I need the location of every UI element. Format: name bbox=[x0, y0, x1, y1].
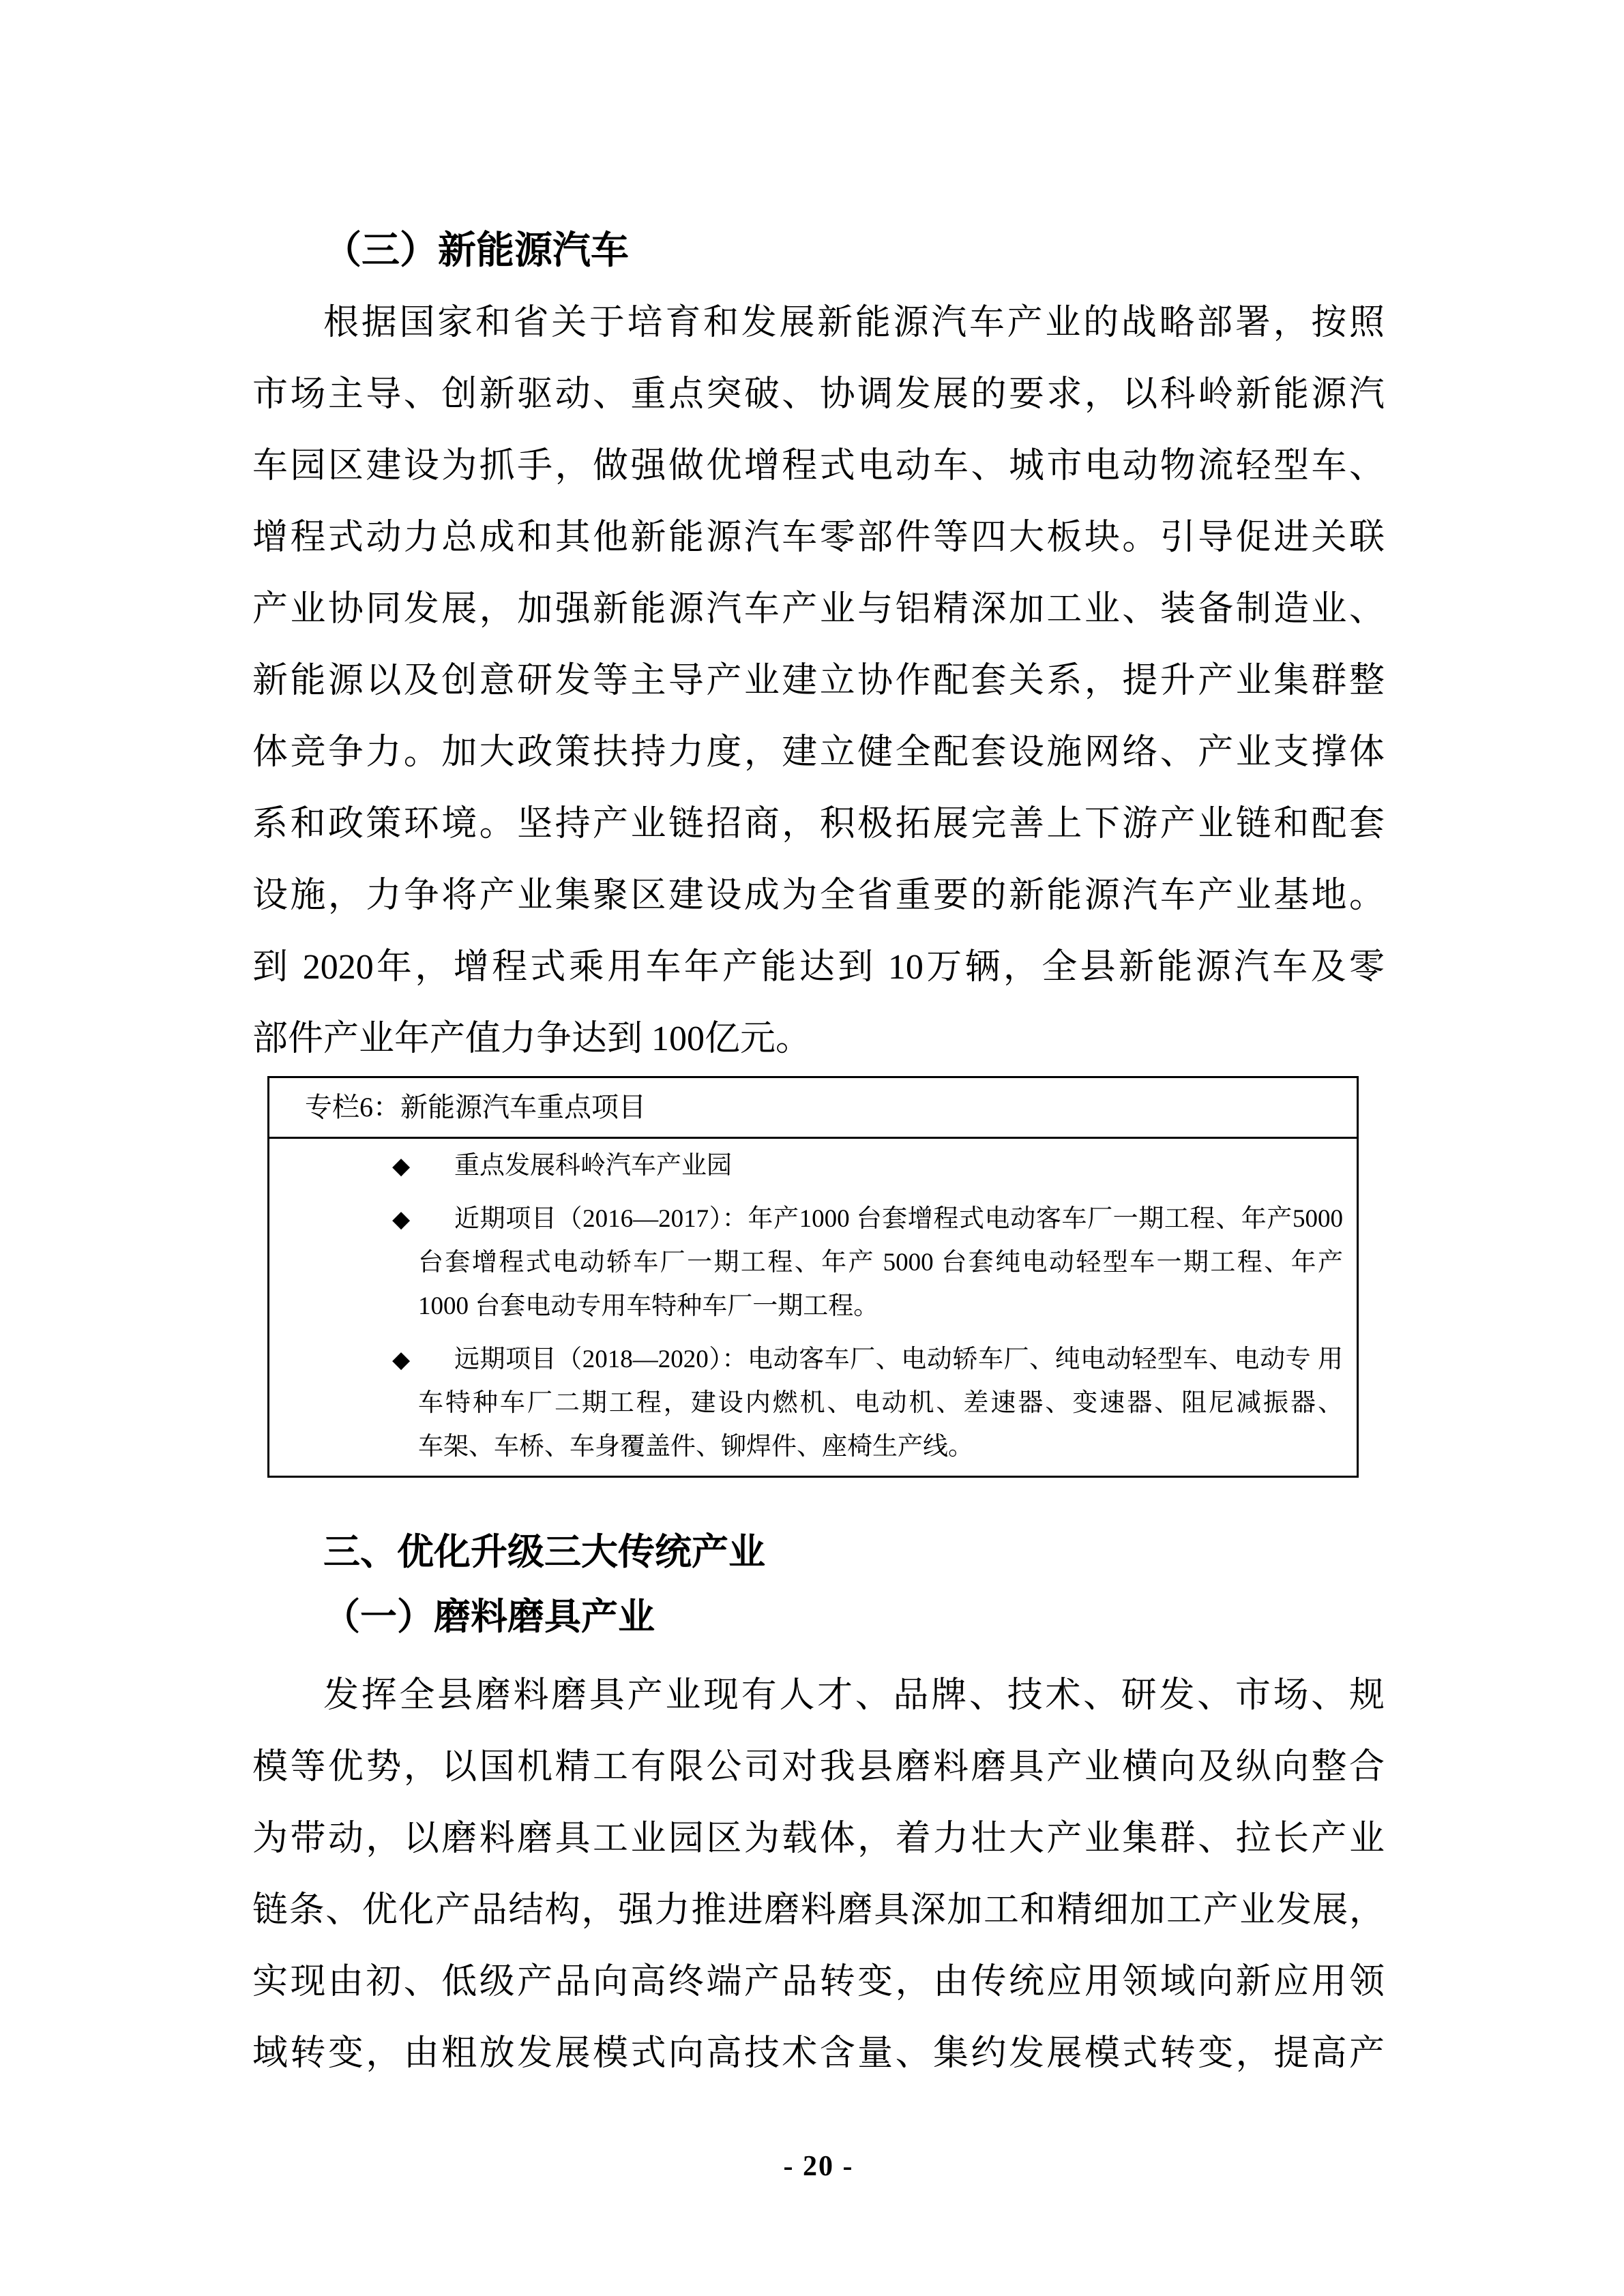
text-line: 车特种车厂二期工程，建设内燃机、电动机、差速器、变速器、阻尼减振器、 bbox=[418, 1389, 1343, 1417]
text-line: 为带动，以磨料磨具工业园区为载体，着力壮大产业集群、拉长产业 bbox=[252, 1819, 1385, 1858]
text-line: 体竞争力。加大政策扶持力度，建立健全配套设施网络、产业支撑体 bbox=[252, 733, 1385, 772]
text-line: 车园区建设为抓手，做强做优增程式电动车、城市电动物流轻型车、 bbox=[252, 447, 1385, 486]
text-line: 系和政策环境。坚持产业链招商，积极拓展完善上下游产业链和配套 bbox=[252, 805, 1385, 844]
text-line: 到 2020年，增程式乘用车年产能达到 10万辆，全县新能源汽车及零 bbox=[252, 948, 1385, 987]
text-line: 设施，力争将产业集聚区建设成为全省重要的新能源汽车产业基地。 bbox=[252, 876, 1385, 915]
text-line: 根据国家和省关于培育和发展新能源汽车产业的战略部署，按照 bbox=[323, 303, 1385, 342]
column-box-title: 专栏6：新能源汽车重点项目 bbox=[269, 1078, 1357, 1139]
diamond-bullet-icon: ◆ bbox=[392, 1346, 411, 1373]
text-line: 远期项目（2018—2020）：电动客车厂、电动轿车厂、纯电动轻型车、电动专 用 bbox=[454, 1345, 1343, 1373]
page-number: - 20 - bbox=[783, 2151, 854, 2182]
text-line: 重点发展科岭汽车产业园 bbox=[454, 1152, 732, 1180]
paragraph-abrasives-industry bbox=[252, 1660, 1385, 2089]
text-line: 部件产业年产值力争达到 100亿元。 bbox=[252, 1019, 812, 1058]
section-heading: （三）新能源汽车 bbox=[323, 230, 629, 272]
text-line: 链条、优化产品结构，强力推进磨料磨具深加工和精细加工产业发展， bbox=[252, 1891, 1385, 1930]
diamond-bullet-icon: ◆ bbox=[392, 1206, 411, 1233]
text-line: 域转变，由粗放发展模式向高技术含量、集约发展模式转变，提高产 bbox=[252, 2034, 1385, 2073]
text-line: 产业协同发展，加强新能源汽车产业与铝精深加工业、装备制造业、 bbox=[252, 590, 1385, 629]
text-line: 台套增程式电动轿车厂一期工程、年产 5000 台套纯电动轻型车一期工程、年产 bbox=[418, 1249, 1343, 1277]
text-line: 增程式动力总成和其他新能源汽车零部件等四大板块。引导促进关联 bbox=[252, 518, 1385, 557]
text-column bbox=[252, 215, 1385, 2183]
special-column-box bbox=[267, 1076, 1359, 1478]
column-box-body bbox=[269, 1139, 1357, 1476]
diamond-bullet-icon: ◆ bbox=[392, 1152, 411, 1180]
column-box-item bbox=[392, 1197, 1343, 1328]
text-line: 市场主导、创新驱动、重点突破、协调发展的要求，以科岭新能源汽 bbox=[252, 375, 1385, 414]
column-box-item bbox=[392, 1338, 1343, 1469]
sub-section-heading: （一）磨料磨具产业 bbox=[323, 1596, 655, 1637]
column-box-item bbox=[392, 1144, 1343, 1188]
major-section-heading: 三、优化升级三大传统产业 bbox=[323, 1532, 765, 1572]
text-line: 车架、车桥、车身覆盖件、铆焊件、座椅生产线。 bbox=[418, 1433, 973, 1461]
text-line: 新能源以及创意研发等主导产业建立协作配套关系，提升产业集群整 bbox=[252, 661, 1385, 700]
text-line: 1000 台套电动专用车特种车厂一期工程。 bbox=[418, 1292, 879, 1320]
text-line: 发挥全县磨料磨具产业现有人才、品牌、技术、研发、市场、规 bbox=[323, 1676, 1385, 1715]
text-line: 模等优势，以国机精工有限公司对我县磨料磨具产业横向及纵向整合 bbox=[252, 1748, 1385, 1787]
text-line: 近期项目（2016—2017）：年产1000 台套增程式电动客车厂一期工程、年产5000 bbox=[454, 1205, 1343, 1233]
paragraph-new-energy-vehicles bbox=[252, 287, 1385, 1075]
text-line: 实现由初、低级产品向高终端产品转变，由传统应用领域向新应用领 bbox=[252, 1963, 1385, 2001]
